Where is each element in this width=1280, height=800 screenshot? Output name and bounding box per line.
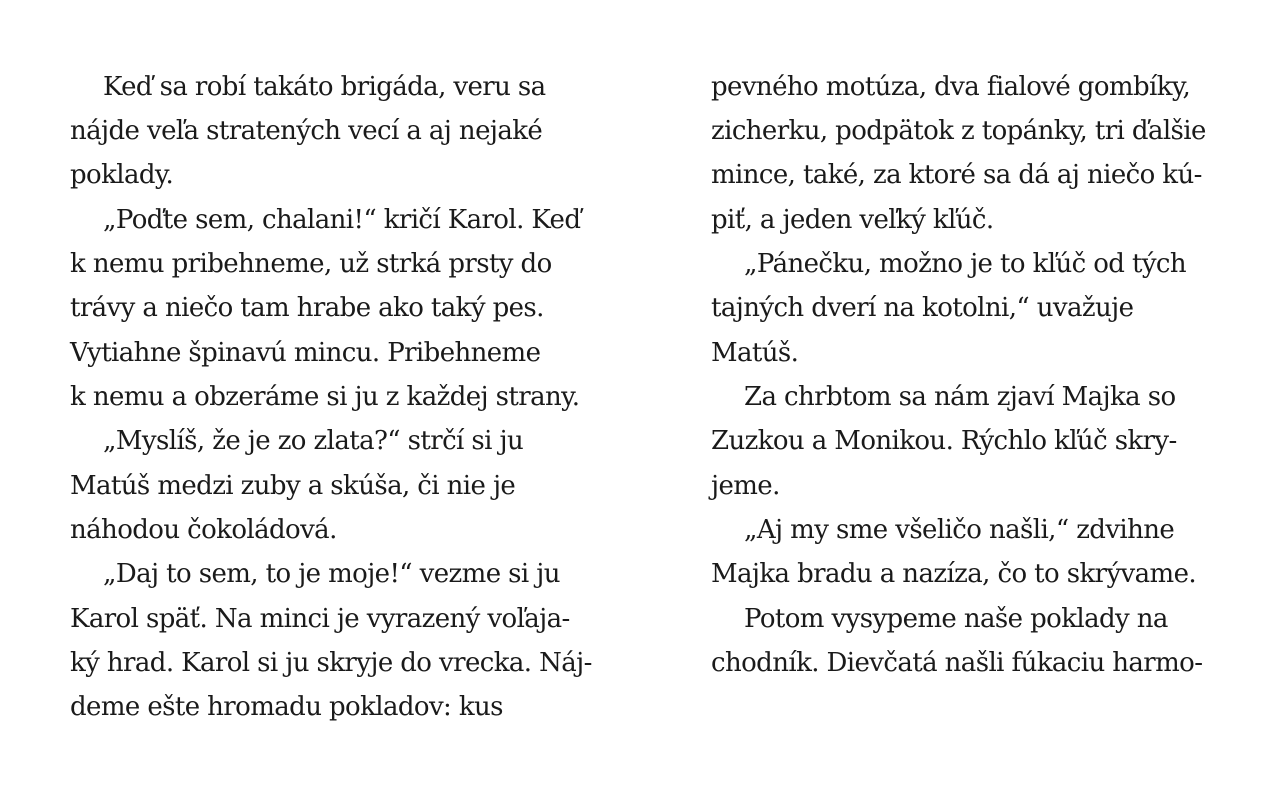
text-line: zicherku, podpätok z topánky, tri ďalšie: [711, 116, 1206, 146]
text-line: trávy a niečo tam hrabe ako taký pes.: [70, 293, 544, 323]
text-line: „Pánečku, možno je to kľúč od tých: [744, 249, 1187, 279]
text-line: k nemu pribehneme, už strká prsty do: [70, 249, 552, 279]
text-line: Za chrbtom sa nám zjaví Majka so: [744, 382, 1176, 412]
text-line: „Daj to sem, to je moje!“ vezme si ju: [103, 559, 560, 589]
text-line: nájde veľa stratených vecí a aj nejaké: [70, 116, 543, 146]
text-line: Matúš medzi zuby a skúša, či nie je: [70, 471, 516, 501]
left-page: [70, 0, 590, 800]
text-line: deme ešte hromadu pokladov: kus: [70, 692, 503, 722]
text-line: Potom vysypeme naše poklady na: [744, 604, 1168, 634]
text-line: jeme.: [711, 471, 780, 501]
text-line: „Aj my sme všeličo našli,“ zdvihne: [744, 515, 1175, 545]
right-page: [711, 0, 1231, 800]
text-line: Majka bradu a nazíza, čo to skrývame.: [711, 559, 1197, 589]
text-line: „Poďte sem, chalani!“ kričí Karol. Keď: [103, 205, 581, 235]
text-line: Keď sa robí takáto brigáda, veru sa: [103, 72, 546, 102]
text-line: poklady.: [70, 160, 174, 190]
text-line: Matúš.: [711, 338, 799, 368]
text-line: Zuzkou a Monikou. Rýchlo kľúč skry-: [711, 426, 1177, 456]
text-line: tajných dverí na kotolni,“ uvažuje: [711, 293, 1134, 323]
text-line: náhodou čokoládová.: [70, 515, 337, 545]
text-line: Karol späť. Na minci je vyrazený voľaja-: [70, 604, 570, 634]
text-line: pevného motúza, dva fialové gombíky,: [711, 72, 1191, 102]
text-line: k nemu a obzeráme si ju z každej strany.: [70, 382, 580, 412]
text-line: piť, a jeden veľký kľúč.: [711, 205, 994, 235]
text-line: „Myslíš, že je zo zlata?“ strčí si ju: [103, 426, 524, 456]
text-line: chodník. Dievčatá našli fúkaciu harmo-: [711, 648, 1203, 678]
text-line: mince, také, za ktoré sa dá aj niečo kú-: [711, 160, 1202, 190]
text-line: Vytiahne špinavú mincu. Pribehneme: [70, 338, 541, 368]
text-line: ký hrad. Karol si ju skryje do vrecka. Náj-: [70, 648, 592, 678]
